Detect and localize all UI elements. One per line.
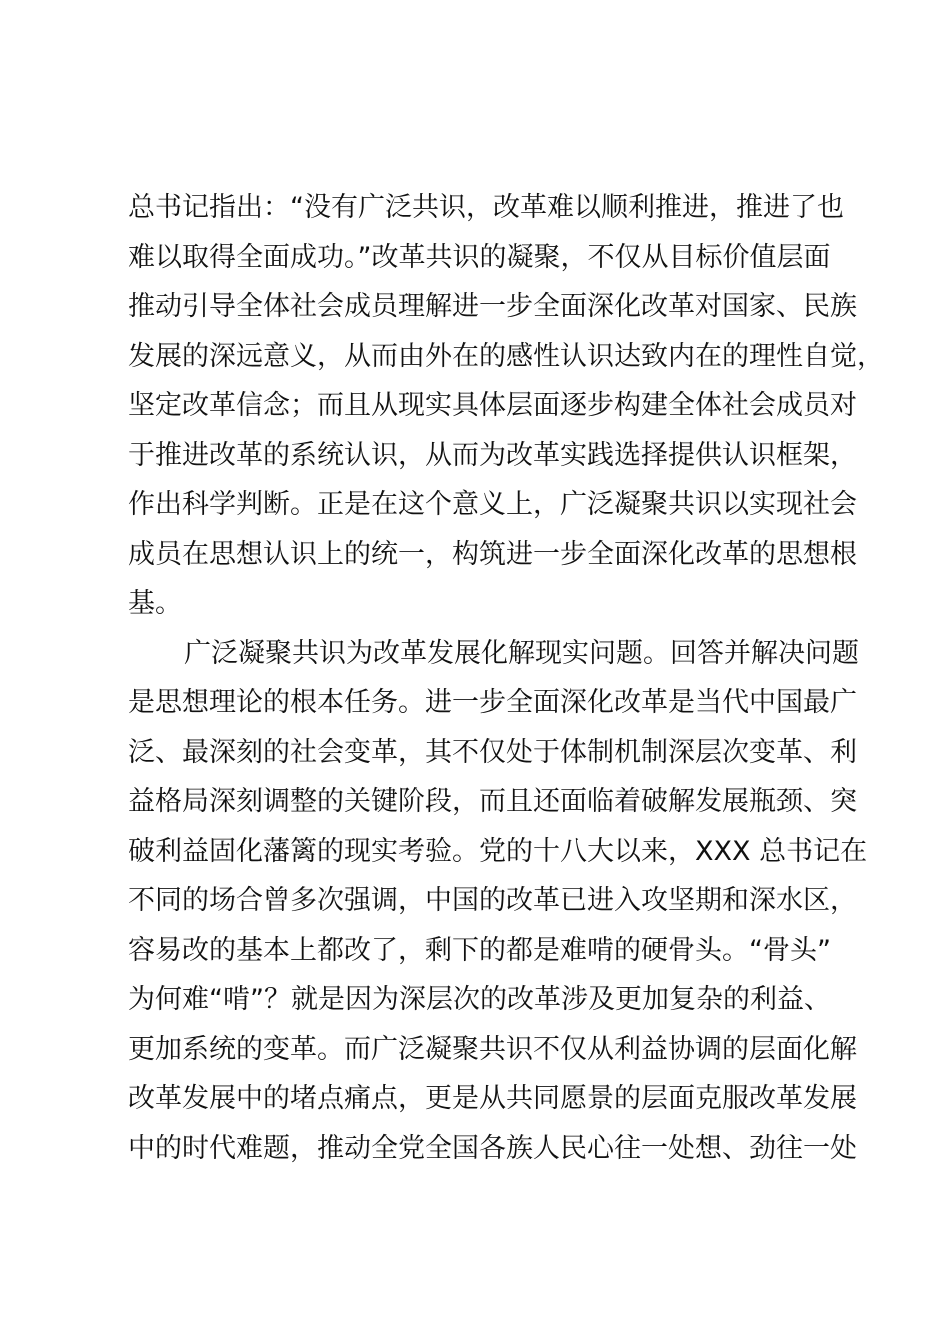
text-line: 基。 (128, 588, 182, 619)
text-line: 泛、最深刻的社会变革，其不仅处于体制机制深层次变革、利 (128, 736, 857, 768)
text-line: 作出科学判断。正是在这个意义上，广泛凝聚共识以实现社会 (128, 489, 857, 520)
text-line: 推动引导全体社会成员理解进一步全面深化改革对国家、民族 (128, 291, 857, 322)
text-line: 为何难“啃”？就是因为深层次的改革涉及更加复杂的利益、 (128, 984, 831, 1015)
text-line: 更加系统的变革。而广泛凝聚共识不仅从利益协调的层面化解 (128, 1033, 857, 1065)
text-line: 改革发展中的堵点痛点，更是从共同愿景的层面克服改革发展 (128, 1083, 857, 1114)
text-line: 难以取得全面成功。”改革共识的凝聚，不仅从目标价值层面 (128, 241, 831, 273)
text-line: 中的时代难题，推动全党全国各族人民心往一处想、劲往一处 (128, 1132, 857, 1164)
text-line: 发展的深远意义，从而由外在的感性认识达致内在的理性自觉， (128, 340, 884, 372)
body-text (128, 183, 884, 1173)
text-line: 成员在思想认识上的统一，构筑进一步全面深化改革的思想根 (128, 538, 857, 570)
text-line: 容易改的基本上都改了，剩下的都是难啃的硬骨头。“骨头” (128, 934, 831, 966)
paragraph-2 (128, 629, 868, 1174)
text-line: 是思想理论的根本任务。进一步全面深化改革是当代中国最广 (128, 687, 857, 718)
text-line: 总书记指出：“没有广泛共识，改革难以顺利推进，推进了也 (128, 192, 844, 223)
text-line: 广泛凝聚共识为改革发展化解现实问题。回答并解决问题 (184, 637, 859, 669)
text-line: 不同的场合曾多次强调，中国的改革已进入攻坚期和深水区， (128, 885, 857, 916)
text-line: 坚定改革信念；而且从现实具体层面逐步构建全体社会成员对 (128, 390, 857, 421)
text-line: 于推进改革的系统认识，从而为改革实践选择提供认识框架， (128, 439, 857, 471)
paragraph-1 (128, 183, 884, 629)
text-line: 破利益固化藩篱的现实考验。党的十八大以来，XXX 总书记在 (128, 835, 868, 867)
text-line: 益格局深刻调整的关键阶段，而且还面临着破解发展瓶颈、突 (128, 786, 857, 817)
